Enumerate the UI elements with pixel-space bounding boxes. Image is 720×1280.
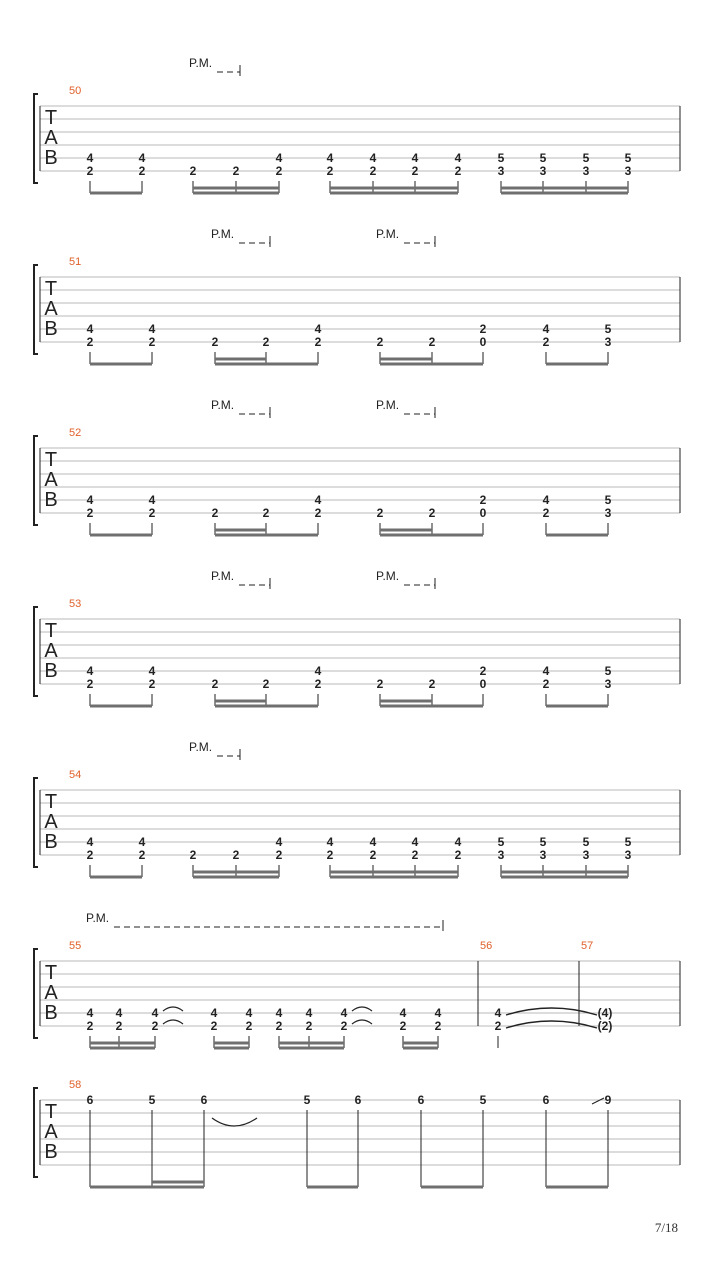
fret-number: 2	[369, 848, 377, 862]
fret-number: 2	[454, 848, 462, 862]
fret-number: 2	[479, 322, 487, 336]
fret-number: 2	[86, 335, 94, 349]
tab-clef-letter: B	[44, 147, 58, 169]
tab-clef-letter: A	[44, 127, 58, 149]
fret-number: 4	[115, 1006, 123, 1020]
fret-number: 2	[232, 164, 240, 178]
tab-clef-letter: B	[44, 660, 58, 682]
fret-number: 5	[582, 151, 590, 165]
fret-number: 4	[86, 835, 94, 849]
system-bracket	[34, 94, 38, 183]
fret-number: 2	[326, 848, 334, 862]
fret-number: 4	[542, 493, 550, 507]
fret-number: 3	[604, 335, 612, 349]
fret-number: 6	[417, 1093, 425, 1107]
measure-number: 50	[69, 85, 82, 97]
fret-number: 5	[303, 1093, 311, 1107]
fret-number: 2	[262, 506, 270, 520]
fret-number: 4	[245, 1006, 253, 1020]
fret-number: 4	[151, 1006, 159, 1020]
tie-arc	[352, 1020, 372, 1024]
fret-number: 2	[479, 493, 487, 507]
fret-number: 2	[86, 506, 94, 520]
fret-number: 5	[604, 322, 612, 336]
fret-number: 2	[262, 335, 270, 349]
fret-number: 5	[582, 835, 590, 849]
fret-number: 4	[314, 322, 322, 336]
fret-number: 2	[542, 335, 550, 349]
fret-number: 2	[151, 1019, 159, 1033]
fret-number: 3	[624, 848, 632, 862]
tab-clef-letter: A	[44, 1121, 58, 1143]
fret-number: 2	[148, 335, 156, 349]
fret-number: 2	[210, 1019, 218, 1033]
fret-number: 2	[232, 848, 240, 862]
tab-clef-letter: B	[44, 1002, 58, 1024]
fret-number: 4	[86, 1006, 94, 1020]
fret-number: 2	[262, 677, 270, 691]
fret-number: 2	[326, 164, 334, 178]
fret-number: 2	[314, 506, 322, 520]
fret-number: 2	[454, 164, 462, 178]
fret-number: 3	[582, 848, 590, 862]
tab-clef-letter: T	[44, 449, 58, 471]
fret-number: 4	[86, 322, 94, 336]
tab-clef-letter: T	[44, 278, 58, 300]
fret-number: 2	[275, 848, 283, 862]
fret-number: 3	[539, 164, 547, 178]
fret-number: 4	[275, 151, 283, 165]
tie-arc	[352, 1007, 372, 1011]
system-bracket	[34, 1088, 38, 1177]
fret-number: 4	[148, 322, 156, 336]
palm-mute-label: P.M.	[376, 398, 400, 412]
fret-number: 2	[411, 848, 419, 862]
fret-number: 4	[411, 151, 419, 165]
palm-mute-label: P.M.	[189, 56, 213, 70]
fret-number: 2	[376, 677, 384, 691]
fret-number: 4	[138, 151, 146, 165]
fret-number: 2	[428, 677, 436, 691]
fret-number: 2	[314, 677, 322, 691]
tie-arc	[212, 1118, 257, 1126]
measure-number: 58	[69, 1079, 82, 1091]
slide-mark	[592, 1098, 604, 1104]
fret-number: 2	[189, 848, 197, 862]
fret-number: 2	[494, 1019, 502, 1033]
fret-number: 2	[428, 506, 436, 520]
tab-clef-letter: T	[44, 107, 58, 129]
fret-number: 2	[86, 848, 94, 862]
fret-number: 6	[354, 1093, 362, 1107]
fret-number: 4	[434, 1006, 442, 1020]
tie-arc	[163, 1007, 183, 1011]
fret-number: 6	[200, 1093, 208, 1107]
measure-number: 51	[69, 256, 82, 268]
fret-number: 2	[340, 1019, 348, 1033]
fret-number: 4	[326, 835, 334, 849]
fret-number: 2	[542, 677, 550, 691]
fret-number: 6	[542, 1093, 550, 1107]
fret-number: 4	[542, 322, 550, 336]
fret-number: 2	[434, 1019, 442, 1033]
fret-number: 2	[275, 164, 283, 178]
fret-number: 2	[189, 164, 197, 178]
fret-number: 4	[314, 664, 322, 678]
system-bracket	[34, 265, 38, 354]
fret-number: 4	[275, 1006, 283, 1020]
tab-clef-letter: A	[44, 982, 58, 1004]
page-number: 7/18	[654, 1220, 678, 1235]
palm-mute-label: P.M.	[189, 740, 213, 754]
fret-number: 2	[138, 848, 146, 862]
measure-number: 57	[581, 940, 594, 952]
tab-clef-letter: T	[44, 620, 58, 642]
fret-number: 0	[479, 506, 487, 520]
fret-number: 2	[369, 164, 377, 178]
fret-number: 2	[138, 164, 146, 178]
fret-number: 2	[314, 335, 322, 349]
tab-clef-letter: A	[44, 640, 58, 662]
fret-number: 2	[275, 1019, 283, 1033]
fret-number: 2	[245, 1019, 253, 1033]
fret-number: 4	[305, 1006, 313, 1020]
fret-number: 4	[86, 151, 94, 165]
tab-clef-letter: T	[44, 791, 58, 813]
fret-number: 5	[624, 835, 632, 849]
tab-clef-letter: B	[44, 489, 58, 511]
tab-clef-letter: T	[44, 1101, 58, 1123]
system-bracket	[34, 436, 38, 525]
fret-number: 0	[479, 677, 487, 691]
fret-number: 5	[624, 151, 632, 165]
fret-number: 2	[86, 1019, 94, 1033]
fret-number: 4	[86, 493, 94, 507]
system-bracket	[34, 607, 38, 696]
fret-number: 2	[86, 677, 94, 691]
fret-number: 3	[539, 848, 547, 862]
fret-number: 4	[314, 493, 322, 507]
fret-number: 3	[624, 164, 632, 178]
fret-number: (2)	[597, 1019, 613, 1033]
fret-number: 6	[86, 1093, 94, 1107]
tab-clef-letter: A	[44, 811, 58, 833]
tie-arc	[506, 1021, 597, 1028]
fret-number: 3	[497, 164, 505, 178]
fret-number: 4	[454, 835, 462, 849]
fret-number: 2	[211, 506, 219, 520]
fret-number: 4	[86, 664, 94, 678]
fret-number: 2	[411, 164, 419, 178]
palm-mute-label: P.M.	[211, 227, 235, 241]
fret-number: 3	[604, 677, 612, 691]
fret-number: 4	[411, 835, 419, 849]
fret-number: 2	[428, 335, 436, 349]
fret-number: 2	[305, 1019, 313, 1033]
fret-number: 2	[479, 664, 487, 678]
fret-number: 5	[497, 835, 505, 849]
fret-number: 4	[494, 1006, 502, 1020]
fret-number: 5	[604, 664, 612, 678]
fret-number: 2	[86, 164, 94, 178]
fret-number: 4	[210, 1006, 218, 1020]
measure-number: 54	[69, 769, 82, 781]
fret-number: 5	[479, 1093, 487, 1107]
fret-number: 2	[376, 335, 384, 349]
fret-number: 2	[376, 506, 384, 520]
measure-number: 52	[69, 427, 82, 439]
tab-clef-letter: B	[44, 1141, 58, 1163]
fret-number: 3	[582, 164, 590, 178]
measure-number: 55	[69, 940, 82, 952]
fret-number: 5	[148, 1093, 156, 1107]
fret-number: 4	[454, 151, 462, 165]
measure-number: 56	[480, 940, 493, 952]
measure-number: 53	[69, 598, 82, 610]
fret-number: 4	[369, 835, 377, 849]
fret-number: 3	[604, 506, 612, 520]
fret-number: 4	[148, 664, 156, 678]
fret-number: 4	[148, 493, 156, 507]
fret-number: 0	[479, 335, 487, 349]
tab-clef-letter: B	[44, 831, 58, 853]
fret-number: 2	[148, 677, 156, 691]
fret-number: 2	[211, 335, 219, 349]
fret-number: 5	[539, 835, 547, 849]
palm-mute-label: P.M.	[376, 569, 400, 583]
fret-number: 3	[497, 848, 505, 862]
fret-number: 2	[148, 506, 156, 520]
tie-arc	[506, 1008, 597, 1015]
system-bracket	[34, 949, 38, 1038]
fret-number: 5	[539, 151, 547, 165]
fret-number: 5	[604, 493, 612, 507]
fret-number: 4	[138, 835, 146, 849]
palm-mute-label: P.M.	[211, 398, 235, 412]
tab-clef-letter: T	[44, 962, 58, 984]
fret-number: 2	[399, 1019, 407, 1033]
fret-number: 2	[115, 1019, 123, 1033]
tab-clef-letter: B	[44, 318, 58, 340]
palm-mute-label: P.M.	[211, 569, 235, 583]
fret-number: 4	[369, 151, 377, 165]
tab-clef-letter: A	[44, 298, 58, 320]
fret-number: 2	[211, 677, 219, 691]
system-bracket	[34, 778, 38, 867]
palm-mute-label: P.M.	[376, 227, 400, 241]
fret-number: 2	[542, 506, 550, 520]
tab-clef-letter: A	[44, 469, 58, 491]
fret-number: 9	[604, 1093, 612, 1107]
fret-number: (4)	[597, 1006, 613, 1020]
fret-number: 4	[326, 151, 334, 165]
fret-number: 4	[340, 1006, 348, 1020]
fret-number: 4	[275, 835, 283, 849]
fret-number: 4	[399, 1006, 407, 1020]
fret-number: 5	[497, 151, 505, 165]
palm-mute-label: P.M.	[86, 911, 110, 925]
fret-number: 4	[542, 664, 550, 678]
tie-arc	[163, 1020, 183, 1024]
